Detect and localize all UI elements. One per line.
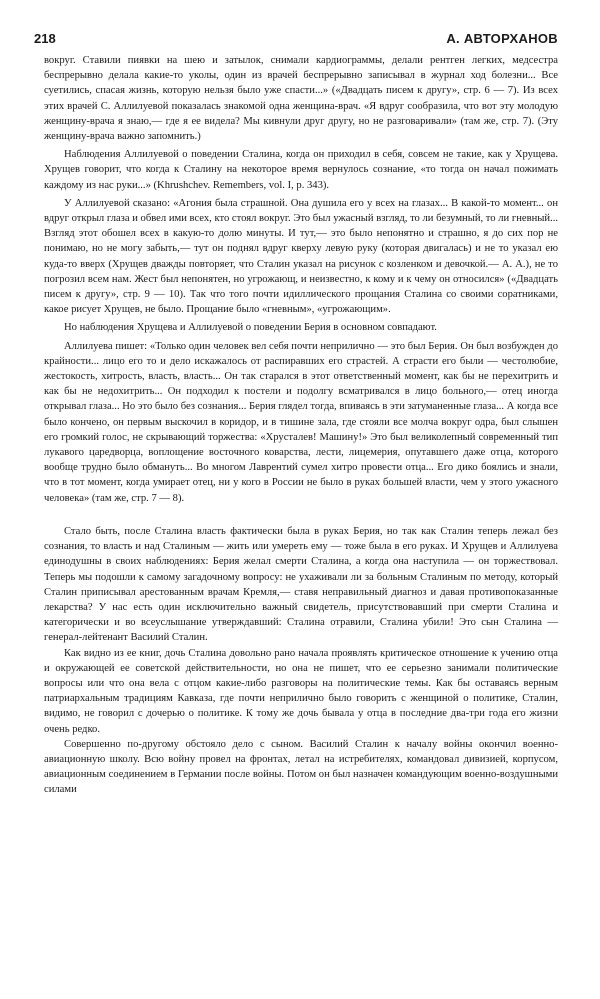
paragraph: Совершенно по-другому обстояло дело с сыном. Василий Сталин к началу войны окончил военно-авиационную школу. Всю войну провел на фронтах, летал на истребителях, командовал дивизией, корпусом, авиационным соединением в Германии после войны. Потом он был назначен командующим военно-воздушными силами: [44, 738, 558, 796]
block-quote: Аллилуева пишет: «Только один человек вел себя почти неприлично — это был Берия. Он был возбужден до крайности... лицо его то и дело искажалось от распиравших его страстей. А страсти его были — честолюбие, жестокость, хитрость, власть, власть... Он так старался в этот ответственный момент, как бы не перехитрить и как бы не недохитрить... Он подходил к постели и подолгу всматривался в лицо больного,— отец иногда открывал глаза... Но это было без сознания... Берия глядел тогда, впиваясь в эти затуманенные глаза... А когда все было кончено, он первым выскочил в коридор, и в тишине зала, где стояли все молча вокруг одра, был слышен его громкий голос, не скрывающий торжества: «Хрусталев! Машину!» Это был великолепный современный тип лукавого царедворца, воплощение восточного коварства, лести, лицемерия, опутавшего даже отца, которого вообще трудно было обмануть... Во многом Лаврентий сумел хитро провести отца... Его дико боялись и знали, что в тот момент, когда умирает отец, ни у кого в России не было в руках большей власти, чем у этого ужасного человека» (там же, стр. 7 — 8).: [44, 340, 558, 504]
paragraph: вокруг. Ставили пиявки на шею и затылок, снимали кардиограммы, делали рентген легких, медсестра беспрерывно делала какие-то уколы, один из врачей беспрерывно записывал в журнал ход болезни... Все суетились, спасая жизнь, которую нельзя было уже спасти...» («Двадцать писем к другу», стр. 6 — 7). Из всех этих врачей С. Аллилуевой показалась знакомой одна женщина-врач. «Я вдруг сообразила, что вот эту молодую женщину-врача я знаю,— где я ее видела? Мы кивнули друг другу, но не разговаривали» (там же, стр. 7). (Эту женщину-врача важно запомнить.): [44, 55, 558, 143]
page-number: 218: [34, 31, 56, 46]
paragraph: Стало быть, после Сталина власть фактически была в руках Берия, но так как Сталин теперь лежал без сознания, то власть и над Сталиным — жить или умереть ему — тоже была в его руках. И Хрущев и Аллилуева единодушны в своих наблюдениях: Берия желал смерти Сталина, а когда она наступила — он торжествовал. Теперь мы подошли к самому загадочному вопросу: не ухаживали ли за больным Сталиным по методу, который Сталин приписывал арестованным врачам Кремля,— ставя неправильный диагноз и давая противопоказанные лекарства? У нас есть один исключительно важный свидетель, присутствовавший при смерти Сталина и категорически и во всеуслышание утверждавший: Сталина отравили, Сталина убили! Это сын Сталина — генерал-лейтенант Василий Сталин.: [44, 525, 558, 644]
paragraph: Наблюдения Аллилуевой о поведении Сталина, когда он приходил в себя, совсем не такие, как у Хрущева. Хрущев говорит, что когда к Сталину на некоторое время вернулось сознание, «то тогда он начал пожимать каждому из нас руки...» (Khrushchev. Remembers, vol. I, p. 343).: [44, 149, 558, 191]
body-text: [44, 53, 558, 798]
paragraph: У Аллилуевой сказано: «Агония была страшной. Она душила его у всех на глазах... В какой-то момент... он вдруг открыл глаза и обвел ими всех, кто стоял вокруг. Это был ужасный взгляд, то ли безумный, то ли гневный... Взгляд этот обошел всех в какую-то долю минуты. И тут,— это было непонятно и страшно, я до сих пор не понимаю, но не могу забыть,— тут он поднял вдруг кверху левую руку (которая двигалась) и не то указал ею куда-то вверх (Хрущев дважды повторяет, что Сталин указал на рисунок с козленком и девочкой.— А. А.), не то погрозил всем нам. Жест был непонятен, но угрожающ, и неизвестно, к кому и к чему он относился» («Двадцать писем к другу», стр. 9 — 10). Так что того почти идиллического прощания Сталина со своими соратниками, какое рисует Хрущев, не было. Прощание было «гневным», «угрожающим».: [44, 197, 558, 316]
running-head: А. АВТОРХАНОВ: [446, 31, 558, 46]
paragraph: Но наблюдения Хрущева и Аллилуевой о поведении Берия в основном совпадают.: [64, 322, 437, 334]
page-header: [34, 31, 558, 49]
paragraph: Как видно из ее книг, дочь Сталина довольно рано начала проявлять критическое отношение к учению отца и окружающей ее советской действительности, но она не пишет, что ее серьезно занимали политические вопросы или что она вела с отцом какие-либо разговоры на политические темы. Как бы оставаясь верным патриархальным традициям Кавказа, где почти неприлично было говорить с женщиной о политике, Сталин, видимо, не говорил с дочерью о политике. К тому же дочь бывала у отца в последние два-три года его жизни очень редко.: [44, 647, 558, 735]
